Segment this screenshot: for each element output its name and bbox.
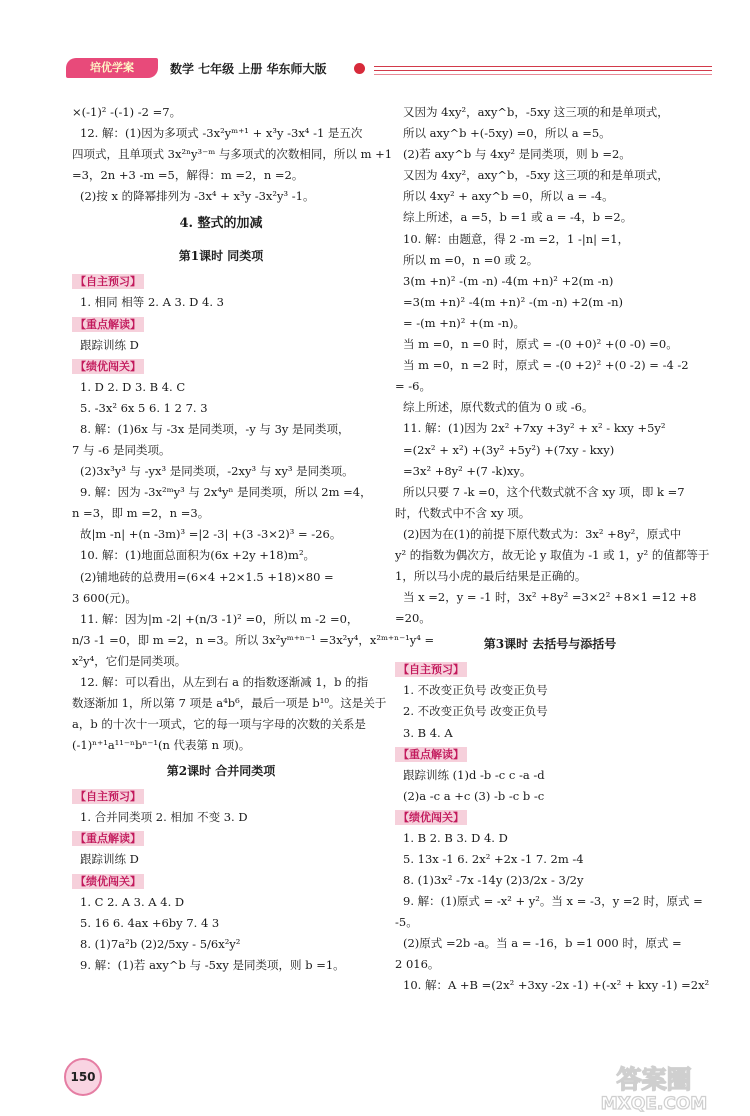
answer-line: 1. 相同 相等 2. A 3. D 4. 3 [80, 295, 224, 310]
answer-line: 12. 解：可以看出，从左到右 a 的指数逐渐减 1，b 的指 [80, 674, 369, 689]
answer-line: 所以 m =0，n =0 或 2。 [403, 252, 539, 267]
section-tag-row [72, 786, 370, 807]
lesson-title: 第3课时 去括号与添括号 [483, 637, 617, 652]
section-tag: 【自主预习】 [395, 662, 467, 677]
answer-line: 12. 解：(1)因为多项式 -3x²yᵐ⁺¹ + x³y -3x⁴ -1 是五次 [80, 126, 363, 141]
answer-line: =20。 [395, 611, 431, 626]
section-tag: 【重点解读】 [395, 747, 467, 762]
book-subject: 数学 七年级 上册 华东师大版 [170, 62, 327, 76]
answer-line: 1，所以马小虎的最后结果是正确的。 [395, 569, 587, 584]
answer-line: a，b 的十次十一项式，它的每一项与字母的次数的关系是 [72, 717, 366, 732]
answer-line: 时，代数式中不含 xy 项。 [395, 505, 531, 520]
red-dot-icon [354, 63, 365, 74]
answer-line: -5。 [395, 915, 418, 930]
answer-line: 5. -3x² 6x 5 6. 1 2 7. 3 [80, 400, 208, 415]
answer-line: (2)按 x 的降幂排列为 -3x⁴ + x³y -3x²y³ -1。 [80, 189, 315, 204]
answer-line: (-1)ⁿ⁺¹a¹¹⁻ⁿbⁿ⁻¹(n 代表第 n 项)。 [72, 738, 251, 753]
section-tag: 【绩优闯关】 [72, 874, 144, 889]
series-badge: 培优学案 [66, 58, 158, 78]
answer-line: 3(m +n)² -(m -n) -4(m +n)² +2(m -n) [403, 273, 614, 288]
watermark-logo [566, 1060, 742, 1112]
answer-line: 当 x =2，y = -1 时，3x² +8y² =3×2² +8×1 =12 +8 [403, 590, 697, 605]
watermark-domain: MXQE.COM [600, 1094, 708, 1112]
answer-line: 所以 4xy² + axy^b =0，所以 a = -4。 [403, 189, 614, 204]
section-title: 4. 整式的加减 [179, 216, 263, 232]
answer-line: n =3，即 m =2，n =3。 [72, 506, 210, 521]
section-tag: 【重点解读】 [72, 831, 144, 846]
answer-line: 当 m =0，n =0 时，原式 = -(0 +0)² +(0 -0) =0。 [403, 337, 678, 352]
answer-line: 2 016。 [395, 957, 440, 972]
answer-line: 3 600(元)。 [72, 590, 137, 605]
answer-line: 所以只要 7 -k =0，这个代数式就不含 xy 项，即 k =7 [403, 484, 685, 499]
answer-line: (2)3x³y³ 与 -yx³ 是同类项，-2xy³ 与 xy³ 是同类项。 [80, 464, 354, 479]
answer-line: 8. (1)7a²b (2)2/5xy - 5/6x²y² [80, 936, 241, 951]
watermark-title: 答案圈 [616, 1065, 692, 1094]
section-tag-row [395, 807, 705, 828]
answer-line: 又因为 4xy²，axy^b，-5xy 这三项的和是单项式， [403, 105, 669, 119]
answer-line: =3x² +8y² +(7 -k)xy。 [403, 463, 532, 478]
answer-line: 10. 解：A +B =(2x² +3xy -2x -1) +(-x² + kxy -1) =2x² [403, 978, 710, 993]
answer-line: 跟踪训练 D [80, 337, 139, 352]
section-tag: 【绩优闯关】 [72, 359, 144, 374]
section-tag-row [72, 314, 370, 335]
answer-line: (2)原式 =2b -a。当 a = -16，b =1 000 时，原式 = [403, 936, 682, 951]
section-tag: 【自主预习】 [72, 789, 144, 804]
page-number: 150 [64, 1058, 102, 1096]
answer-line: 综上所述，原代数式的值为 0 或 -6。 [403, 400, 594, 415]
section-tag-row [72, 871, 370, 892]
section-tag-row [72, 271, 370, 292]
answer-line: 四项式，且单项式 3x²ⁿy³⁻ᵐ 与多项式的次数相同，所以 m +1 [72, 147, 393, 162]
answer-line: 7 与 -6 是同类项。 [72, 442, 171, 457]
answer-line: = -(m +n)² +(m -n)。 [403, 315, 525, 330]
answer-line: =3，2n +3 -m =5，解得：m =2，n =2。 [72, 168, 304, 183]
answer-line: ×(-1)² -(-1) -2 =7。 [72, 105, 182, 119]
answer-line: =3(m +n)² -4(m +n)² -(m -n) +2(m -n) [403, 294, 623, 309]
answer-line: 5. 16 6. 4ax +6by 7. 4 3 [80, 915, 220, 930]
answer-line: 8. (1)3x² -7x -14y (2)3/2x - 3/2y [403, 873, 584, 887]
answer-line: 3. B 4. A [403, 725, 453, 740]
answer-line: (2)因为在(1)的前提下原代数式为：3x² +8y²，原式中 [403, 526, 682, 541]
answer-line: 5. 13x -1 6. 2x² +2x -1 7. 2m -4 [403, 851, 584, 866]
section-tag: 【重点解读】 [72, 317, 144, 332]
section-tag-row [72, 828, 370, 849]
answer-line: =(2x² + x²) +(3y² +5y²) +(7xy - kxy) [403, 442, 615, 457]
answer-line: 故|m -n| +(n -3m)³ =|2 -3| +(3 -3×2)³ = -26。 [80, 527, 342, 542]
answer-line: y² 的指数为偶次方，故无论 y 取值为 -1 或 1，y² 的值都等于 [395, 547, 710, 562]
section-tag-row [72, 356, 370, 377]
answer-line: 9. 解：因为 -3x²ᵐy³ 与 2x⁴yⁿ 是同类项，所以 2m =4， [80, 485, 372, 500]
answer-line: 综上所述，a =5，b =1 或 a = -4，b =2。 [403, 210, 633, 225]
section-tag: 【自主预习】 [72, 274, 144, 289]
answer-line: 1. 不改变正负号 改变正负号 [403, 683, 548, 698]
answer-line: = -6。 [395, 379, 431, 394]
answer-line: 10. 解：(1)地面总面积为(6x +2y +18)m²。 [80, 548, 316, 563]
lesson-title: 第1课时 同类项 [178, 249, 264, 264]
answer-line: 8. 解：(1)6x 与 -3x 是同类项，-y 与 3y 是同类项， [80, 421, 350, 436]
answer-line: n/3 -1 =0，即 m =2，n =3。所以 3x²yᵐ⁺ⁿ⁻¹ =3x²y⁴，x²ᵐ⁺ⁿ⁻¹y⁴ = [72, 632, 435, 647]
answer-line: 1. D 2. D 3. B 4. C [80, 379, 186, 394]
page-header [62, 56, 712, 82]
answer-line: 9. 解：(1)原式 = -x² + y²。当 x = -3，y =2 时，原式 = [403, 894, 703, 909]
answer-line: 11. 解：因为|m -2| +(n/3 -1)² =0，所以 m -2 =0， [80, 611, 359, 626]
answer-line: 9. 解：(1)若 axy^b 与 -5xy 是同类项，则 b =1。 [80, 957, 345, 972]
answer-line: 1. C 2. A 3. A 4. D [80, 894, 185, 909]
answer-line: (2)若 axy^b 与 4xy² 是同类项，则 b =2。 [403, 147, 631, 162]
answer-line: 10. 解：由题意，得 2 -m =2，1 -|n| =1， [403, 231, 630, 246]
section-tag-row [395, 659, 705, 680]
answer-line: x²y⁴，它们是同类项。 [72, 653, 187, 668]
answer-line: 所以 axy^b +(-5xy) =0，所以 a =5。 [403, 126, 611, 141]
header-rule-bottom [374, 74, 712, 75]
answer-line: 11. 解：(1)因为 2x² +7xy +3y² + x² - kxy +5y² [403, 421, 666, 436]
answer-line: (2)铺地砖的总费用=(6×4 +2×1.5 +18)×80 = [80, 569, 334, 584]
answer-line: 1. B 2. B 3. D 4. D [403, 830, 508, 845]
lesson-title: 第2课时 合并同类项 [166, 764, 276, 779]
answer-line: (2)a -c a +c (3) -b -c b -c [403, 788, 545, 803]
answer-line: 当 m =0，n =2 时，原式 = -(0 +2)² +(0 -2) = -4 -2 [403, 358, 689, 373]
header-rule-middle [374, 70, 712, 71]
section-tag: 【绩优闯关】 [395, 810, 467, 825]
header-rule-top [374, 66, 712, 67]
answer-line: 跟踪训练 (1)d -b -c c -a -d [403, 767, 545, 782]
answer-line: 数逐渐加 1，所以第 7 项是 a⁴b⁶，最后一项是 b¹⁰。这是关于 [72, 696, 387, 711]
answer-line: 1. 合并同类项 2. 相加 不变 3. D [80, 810, 248, 825]
answer-line: 又因为 4xy²，axy^b，-5xy 这三项的和是单项式， [403, 168, 669, 183]
right-column [395, 102, 710, 997]
section-tag-row [395, 744, 705, 765]
answer-line: 2. 不改变正负号 改变正负号 [403, 704, 548, 719]
answer-line: 跟踪训练 D [80, 852, 139, 867]
